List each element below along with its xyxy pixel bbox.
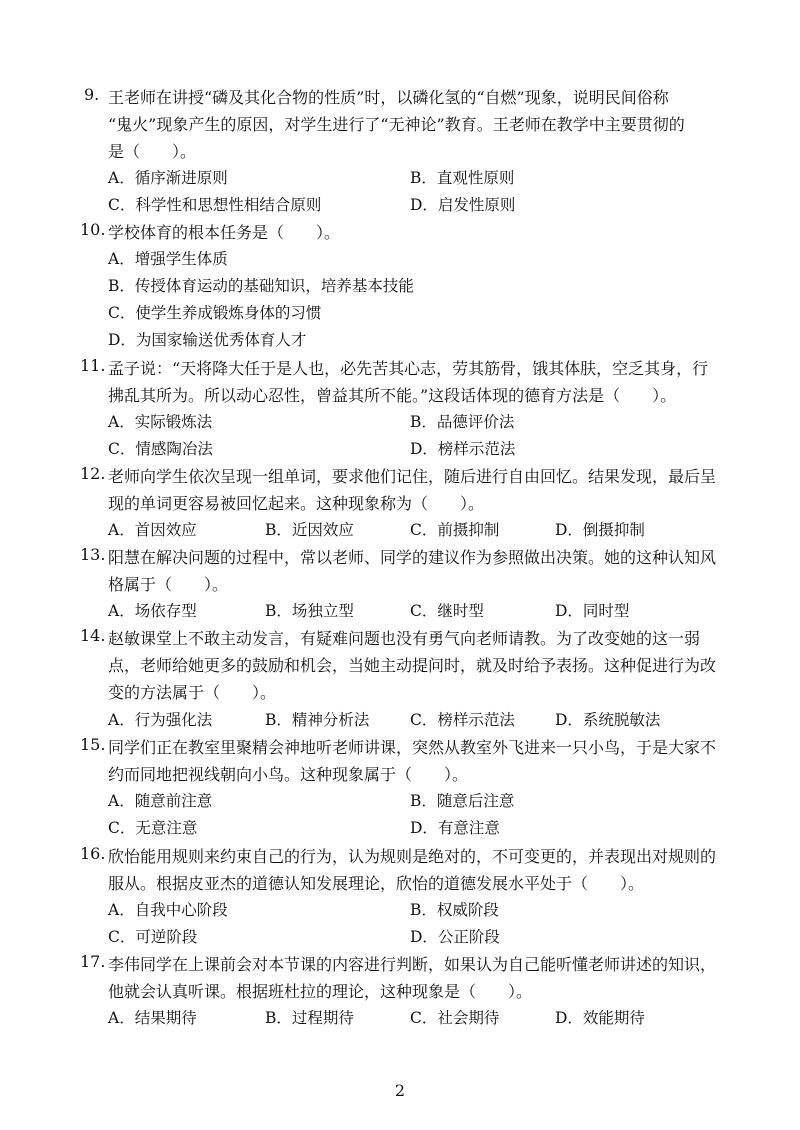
question-13-option-c: C．继时型 (410, 602, 484, 620)
question-11-line-2: 拂乱其所为。所以动心忍性，曾益其所不能。”这段话体现的德育方法是（ ）。 (108, 386, 677, 405)
question-14-line-3: 变的方法属于（ ）。 (108, 683, 277, 702)
question-9-option-b: B．直观性原则 (410, 169, 515, 187)
question-14-option-b: B．精神分析法 (265, 711, 370, 729)
question-9-line-3: 是（ ）。 (108, 142, 197, 161)
question-11-number: 11. (80, 356, 106, 375)
question-9-number: 9. (84, 85, 100, 104)
question-17-option-a: A．结果期待 (108, 1009, 197, 1027)
question-16-line-1: 欣怡能用规则来约束自己的行为，认为规则是绝对的，不可变更的，并表现出对规则的 (108, 847, 717, 866)
question-14-number: 14. (80, 626, 106, 645)
question-15-line-2: 约而同地把视线朝向小鸟。这种现象属于（ ）。 (108, 765, 469, 784)
page-number: 2 (394, 1081, 406, 1100)
question-12-option-c: C．前摄抑制 (410, 521, 500, 539)
question-16-option-b: B．权威阶段 (410, 901, 499, 919)
question-10-option-a: A．增强学生体质 (108, 250, 228, 268)
question-15-option-d: D．有意注意 (410, 819, 500, 837)
question-9-line-2: “鬼火”现象产生的原因，对学生进行了“无神论”教育。王老师在教学中主要贯彻的 (108, 115, 685, 134)
question-11-line-1: 孟子说：“天将降大任于是人也，必先苦其心志，劳其筋骨，饿其体肤，空乏其身，行 (108, 359, 709, 378)
question-17-number: 17. (80, 952, 106, 971)
question-17-line-2: 他就会认真听课。根据班杜拉的理论，这种现象是（ ）。 (108, 982, 533, 1001)
question-10-option-b: B．传授体育运动的基础知识，培养基本技能 (108, 277, 414, 295)
question-17-option-b: B．过程期待 (265, 1009, 354, 1027)
question-14-line-1: 赵敏课堂上不敢主动发言，有疑难问题也没有勇气向老师请教。为了改变她的这一弱 (108, 629, 701, 648)
question-16-option-a: A．自我中心阶段 (108, 901, 228, 919)
question-12-option-b: B．近因效应 (265, 521, 354, 539)
question-14-option-d: D．系统脱敏法 (555, 711, 661, 729)
question-16-line-2: 服从。根据皮亚杰的道德认知发展理论，欣怡的道德发展水平处于（ ）。 (108, 874, 645, 893)
question-17-option-d: D．效能期待 (555, 1009, 645, 1027)
question-13-option-b: B．场独立型 (265, 602, 354, 620)
question-12-option-a: A．首因效应 (108, 521, 197, 539)
question-15-option-c: C．无意注意 (108, 819, 198, 837)
question-15-number: 15. (80, 735, 106, 754)
question-9-option-d: D．启发性原则 (410, 196, 516, 214)
question-9-option-a: A．循序渐进原则 (108, 169, 228, 187)
question-11-option-c: C．情感陶冶法 (108, 440, 213, 458)
question-16-option-d: D．公正阶段 (410, 928, 500, 946)
question-11-option-d: D．榜样示范法 (410, 440, 516, 458)
question-10-option-d: D．为国家输送优秀体育人才 (108, 331, 307, 349)
question-9-option-c: C．科学性和思想性相结合原则 (108, 196, 322, 214)
question-9-line-1: 王老师在讲授“磷及其化合物的性质”时，以磷化氢的“自燃”现象，说明民间俗称 (108, 88, 669, 107)
question-16-option-c: C．可逆阶段 (108, 928, 198, 946)
question-17-option-c: C．社会期待 (410, 1009, 500, 1027)
question-14-line-2: 点，老师给她更多的鼓励和机会，当她主动提问时，就及时给予表扬。这种促进行为改 (108, 656, 717, 675)
question-12-line-2: 现的单词更容易被回忆起来。这种现象称为（ ）。 (108, 494, 485, 513)
question-13-line-1: 阳慧在解决问题的过程中，常以老师、同学的建议作为参照做出决策。她的这种认知风 (108, 548, 717, 567)
question-11-option-a: A．实际锻炼法 (108, 413, 213, 431)
question-13-option-a: A．场依存型 (108, 602, 197, 620)
question-12-number: 12. (80, 464, 106, 483)
question-11-option-b: B．品德评价法 (410, 413, 515, 431)
question-12-option-d: D．倒摄抑制 (555, 521, 645, 539)
question-13-number: 13. (80, 545, 106, 564)
question-10-number: 10. (80, 220, 106, 239)
question-10-line-1: 学校体育的根本任务是（ ）。 (108, 223, 341, 242)
question-15-line-1: 同学们正在教室里聚精会神地听老师讲课，突然从教室外飞进来一只小鸟，于是大家不 (108, 738, 717, 757)
question-15-option-a: A．随意前注意 (108, 792, 213, 810)
question-12-line-1: 老师向学生依次呈现一组单词，要求他们记住，随后进行自由回忆。结果发现，最后呈 (108, 467, 717, 486)
question-13-line-2: 格属于（ ）。 (108, 575, 229, 594)
question-14-option-c: C．榜样示范法 (410, 711, 515, 729)
question-17-line-1: 李伟同学在上课前会对本节课的内容进行判断，如果认为自己能听懂老师讲述的知识， (108, 955, 717, 974)
question-15-option-b: B．随意后注意 (410, 792, 515, 810)
question-14-option-a: A．行为强化法 (108, 711, 213, 729)
question-16-number: 16. (80, 844, 106, 863)
question-13-option-d: D．同时型 (555, 602, 630, 620)
question-10-option-c: C．使学生养成锻炼身体的习惯 (108, 304, 322, 322)
